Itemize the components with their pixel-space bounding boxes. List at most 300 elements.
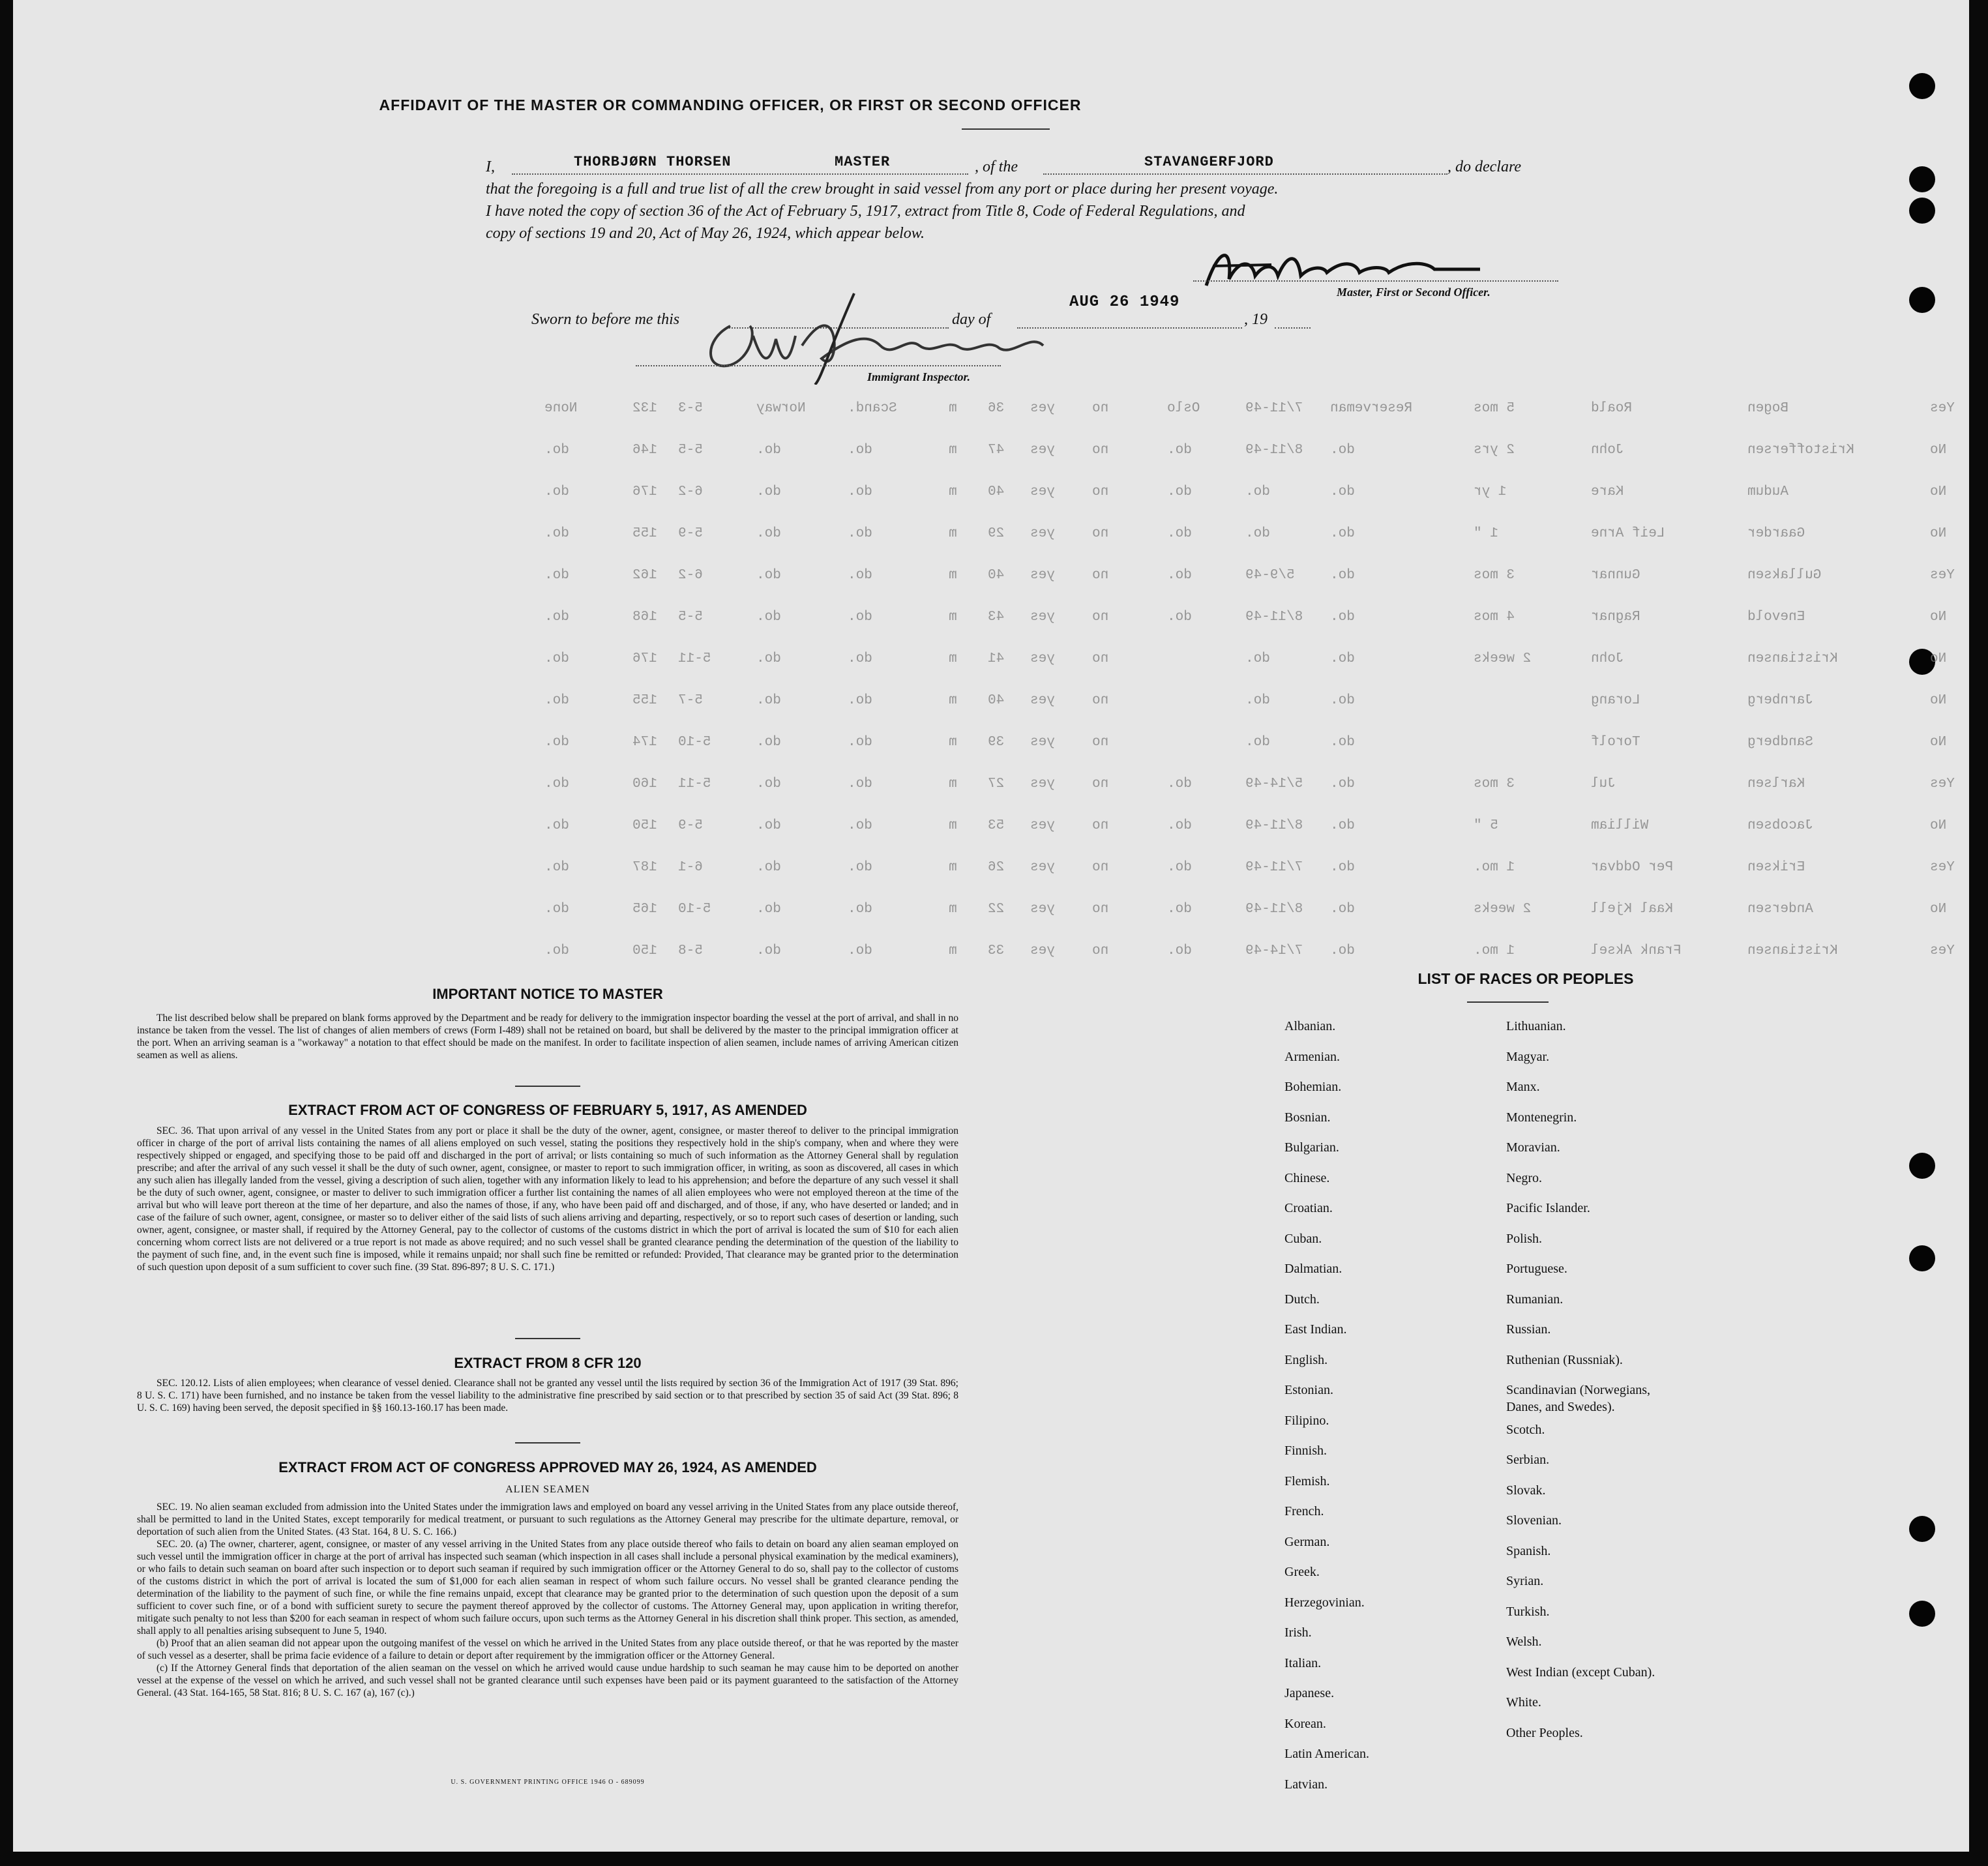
bleed-through-cell: do. <box>1245 651 1270 666</box>
bleed-through-cell: do. <box>1330 943 1355 958</box>
race-item: Scotch. <box>1506 1422 1545 1437</box>
bleed-through-cell: No <box>1930 902 1947 917</box>
bleed-through-cell: do. <box>1330 693 1355 708</box>
bleed-through-cell: do. <box>544 568 569 583</box>
bleed-through-row <box>443 860 1955 880</box>
race-item: Korean. <box>1284 1716 1326 1731</box>
race-item: Flemish. <box>1284 1474 1330 1488</box>
bleed-through-cell: m <box>949 568 957 583</box>
bleed-through-cell: 41 <box>988 651 1005 666</box>
sec-20a: SEC. 20. (a) The owner, charterer, agent, consignee, or master of any vessel arriving in the United States from any place outside thereof who fails to detain on board any alien seaman employed on such vessel until the immigration officer in charge at the port of arrival has inspected such seaman (which inspection in all cases shall include a personal physical examination by the medical examiners), or who fails to detain such seaman on board after such inspection or to deport such seaman if required by such immigration officer or the Attorney General to do so, shall pay to the collector of customs of the customs district in which the port of arrival is located the sum of $1,000 for each alien seaman in respect of whom such failure occurs. No vessel shall be granted clearance pending the determination of the liability to the payment of such fine, or while the fine remains unpaid, except that clearance may be granted prior to the determination of such question upon the deposit of a sum sufficient to cover such fine, or of a bond with sufficient surety to secure the payment thereof approved by the collector of customs. The Attorney General may, upon application in writing therefor, mitigate such penalty to not less than $200 for each seaman in respect of whom such failure occurs, upon such terms as the Attorney General in his discretion shall think proper. This section, as amended, shall apply to all penalties arising subsequent to June 5, 1940. <box>137 1539 958 1636</box>
affidavit-title: AFFIDAVIT OF THE MASTER OR COMMANDING OFFICER, OR FIRST OR SECOND OFFICER <box>379 96 1082 113</box>
bleed-through-cell: 176 <box>632 484 657 499</box>
bleed-through-cell: No <box>1930 693 1947 708</box>
bleed-through-cell: John <box>1591 443 1624 458</box>
vessel-name: STAVANGERFJORD <box>1144 154 1274 170</box>
bleed-through-cell: 43 <box>988 610 1005 625</box>
bleed-through-cell: Enevold <box>1747 610 1805 625</box>
extract-1924-sections <box>137 1501 958 1699</box>
extract-cfr-body: SEC. 120.12. Lists of alien employees; when clearance of vessel denied. Clearance shall not be granted any vessel until the lists required by section 36 of the Immigration Act of 1917 (39 Stat. 896; 8 U. S. C. 171) have been furnished, and no instance be taken from the vessel liability to the administrative fine prescribed by said section or to that prescribed by section 35 of said Act (39 Stat. 896; 8 U. S. C. 169) having been served, the deposit specified in §§ 160.13-160.17 has been made. <box>137 1378 958 1414</box>
bleed-through-cell: Audum <box>1747 484 1789 499</box>
bleed-through-cell: 40 <box>988 484 1005 499</box>
bleed-through-row <box>443 735 1947 754</box>
bleed-through-cell: 5-10 <box>678 735 711 750</box>
bleed-through-cell: 3 mos <box>1474 568 1515 583</box>
bleed-through-cell: 26 <box>988 860 1005 875</box>
bleed-through-cell: do. <box>756 735 781 750</box>
bleed-through-cell: do. <box>848 777 872 792</box>
bleed-through-cell: yes <box>1030 526 1055 541</box>
bleed-through-cell: 2 weeks <box>1474 651 1532 666</box>
notice-title: IMPORTANT NOTICE TO MASTER <box>432 986 663 1002</box>
race-item: Estonian. <box>1284 1383 1333 1397</box>
bleed-through-cell: 3 mos <box>1474 777 1515 792</box>
bleed-through-cell: 165 <box>632 902 657 917</box>
race-item: Filipino. <box>1284 1413 1329 1428</box>
bleed-through-cell: m <box>949 526 957 541</box>
divider <box>515 1086 580 1087</box>
vessel-underline <box>1043 173 1447 175</box>
affidavit-line-3: I have noted the copy of section 36 of the Act of February 5, 1917, extract from Title 8, Code of Federal Regulations, and <box>486 203 1245 220</box>
sec-19: SEC. 19. No alien seaman excluded from admission into the United States under the immigration laws and employed on board any vessel arriving in the United States from any place outside thereof, shall be permitted to land in the United States, except temporarily for medical treatment, or pursuant to such regulations as the Attorney General may prescribe for the ultimate departure, removal, or deportation of such alien from the United States. (43 Stat. 164, 8 U. S. C. 166.) <box>137 1502 958 1537</box>
bleed-through-cell: Ragnar <box>1591 610 1640 625</box>
bleed-through-cell: no <box>1092 651 1109 666</box>
bleed-through-cell: 40 <box>988 568 1005 583</box>
bleed-through-cell: do. <box>1167 943 1192 958</box>
do-declare-label: , do declare <box>1447 158 1522 175</box>
bleed-through-cell: 40 <box>988 693 1005 708</box>
race-item: Dutch. <box>1284 1292 1320 1307</box>
bleed-through-cell: do. <box>544 777 569 792</box>
bleed-through-cell: do. <box>544 693 569 708</box>
bleed-through-cell: yes <box>1030 943 1055 958</box>
bleed-through-cell: Jacobsen <box>1747 818 1813 833</box>
bleed-through-cell: do. <box>544 735 569 750</box>
race-item: Polish. <box>1506 1231 1543 1246</box>
bleed-through-cell: do. <box>848 902 872 917</box>
bleed-through-cell: do. <box>848 860 872 875</box>
bleed-through-cell: do. <box>544 651 569 666</box>
bleed-through-cell: 174 <box>632 735 657 750</box>
bleed-through-cell: Jarnberg <box>1747 693 1813 708</box>
bleed-through-cell: 162 <box>632 568 657 583</box>
race-item: Welsh. <box>1506 1635 1542 1649</box>
bleed-through-cell: m <box>949 693 957 708</box>
race-item: Pacific Islander. <box>1506 1201 1590 1215</box>
bleed-through-cell: m <box>949 902 957 917</box>
date-stamp: AUG 26 1949 <box>1069 293 1180 311</box>
race-item: German. <box>1284 1534 1330 1549</box>
bleed-through-cell: 5-5 <box>678 443 703 458</box>
document-page <box>13 0 1969 1852</box>
bleed-through-cell: no <box>1092 777 1109 792</box>
notice-body: The list described below shall be prepared on blank forms approved by the Department and be ready for delivery to the immigration inspector boarding the vessel at the port of arrival, and shall in no instance be taken from the vessel. The list of changes of alien members of crews (Form I-489) shall not be retained on board, but shall be delivered by the master to the principal immigration officer at the port. When an arriving seaman is a "workaway" a notation to that effect should be made on the manifest. In order to facilitate inspection of alien seamen, include names of arriving American citizen seamen as well as aliens. <box>137 1013 958 1061</box>
bleed-through-cell: do. <box>1245 526 1270 541</box>
race-item: Lithuanian. <box>1506 1019 1566 1033</box>
races-title: LIST OF RACES OR PEOPLES <box>1417 970 1634 987</box>
bleed-through-row <box>443 902 1947 921</box>
bleed-through-cell: do. <box>848 693 872 708</box>
of-the-label: , of the <box>975 158 1018 175</box>
bleed-through-cell: do. <box>1167 818 1192 833</box>
bleed-through-cell: do. <box>544 943 569 958</box>
bleed-through-cell: no <box>1092 568 1109 583</box>
bleed-through-cell: no <box>1092 610 1109 625</box>
bleed-through-cell: John <box>1591 651 1624 666</box>
bleed-through-cell: 8/11-49 <box>1245 443 1303 458</box>
bleed-through-cell: do. <box>1167 902 1192 917</box>
bleed-through-cell: Yes <box>1930 568 1955 583</box>
race-item: Serbian. <box>1506 1453 1550 1467</box>
divider <box>515 1338 580 1339</box>
bleed-through-cell: Kristoffersen <box>1747 443 1854 458</box>
bleed-through-row <box>443 443 1947 462</box>
bleed-through-cell: Norway <box>756 401 806 416</box>
race-item: Latvian. <box>1284 1777 1328 1792</box>
bleed-through-cell: Kare <box>1591 484 1624 499</box>
bleed-through-cell: do. <box>1330 777 1355 792</box>
bleed-through-cell: do. <box>756 484 781 499</box>
bleed-through-cell: Gunnar <box>1591 568 1640 583</box>
binder-hole <box>1909 1601 1935 1627</box>
extract-1917-title: EXTRACT FROM ACT OF CONGRESS OF FEBRUARY 5, 1917, AS AMENDED <box>288 1102 807 1118</box>
bleed-through-cell: do. <box>756 651 781 666</box>
bleed-through-cell: m <box>949 610 957 625</box>
bleed-through-cell: do. <box>1330 902 1355 917</box>
day-of-label: day of <box>952 311 991 328</box>
bleed-through-cell: 7/11-49 <box>1245 860 1303 875</box>
binder-hole <box>1909 1245 1935 1271</box>
bleed-through-cell: yes <box>1030 443 1055 458</box>
bleed-through-cell: Lorang <box>1591 693 1640 708</box>
bleed-through-cell: m <box>949 943 957 958</box>
bleed-through-cell: None <box>544 401 578 416</box>
bleed-through-cell: No <box>1930 610 1947 625</box>
race-item: Magyar. <box>1506 1049 1550 1064</box>
bleed-through-cell: 5-11 <box>678 651 711 666</box>
bleed-through-cell: 155 <box>632 526 657 541</box>
bleed-through-cell: 6-1 <box>678 860 703 875</box>
master-name: THORBJØRN THORSEN <box>574 154 732 170</box>
binder-hole <box>1909 73 1935 99</box>
bleed-through-cell: do. <box>1245 693 1270 708</box>
bleed-through-cell: 5/14-49 <box>1245 777 1303 792</box>
bleed-through-cell: do. <box>756 526 781 541</box>
bleed-through-cell: do. <box>848 651 872 666</box>
bleed-through-cell: 132 <box>632 401 657 416</box>
bleed-through-cell: do. <box>544 818 569 833</box>
extract-1924-title: EXTRACT FROM ACT OF CONGRESS APPROVED MAY 26, 1924, AS AMENDED <box>278 1459 817 1475</box>
race-item: Bulgarian. <box>1284 1140 1339 1155</box>
bleed-through-cell: m <box>949 401 957 416</box>
bleed-through-cell: do. <box>848 610 872 625</box>
bleed-through-cell: 22 <box>988 902 1005 917</box>
bleed-through-cell: do. <box>848 568 872 583</box>
bleed-through-cell: Per Oddvar <box>1591 860 1674 875</box>
bleed-through-cell: do. <box>544 902 569 917</box>
bleed-through-row <box>443 526 1947 546</box>
bleed-through-cell: 5-7 <box>678 693 703 708</box>
bleed-through-cell: yes <box>1030 568 1055 583</box>
bleed-through-cell: do. <box>756 943 781 958</box>
race-item: Rumanian. <box>1506 1292 1564 1307</box>
bleed-through-cell: Yes <box>1930 860 1955 875</box>
bleed-through-cell: do. <box>1330 651 1355 666</box>
year-underline <box>1275 327 1311 329</box>
bleed-through-cell: yes <box>1030 735 1055 750</box>
bleed-through-cell: do. <box>1330 818 1355 833</box>
bleed-through-cell: 5-9 <box>678 818 703 833</box>
bleed-through-cell: 5-11 <box>678 777 711 792</box>
bleed-through-cell: m <box>949 484 957 499</box>
bleed-through-cell: do. <box>1330 860 1355 875</box>
bleed-through-cell: 160 <box>632 777 657 792</box>
bleed-through-cell: Scand. <box>848 401 897 416</box>
bleed-through-cell: yes <box>1030 902 1055 917</box>
bleed-through-cell: 5-8 <box>678 943 703 958</box>
bleed-through-cell: no <box>1092 443 1109 458</box>
bleed-through-row <box>443 610 1947 629</box>
race-item: Armenian. <box>1284 1049 1340 1064</box>
binder-hole <box>1909 1153 1935 1179</box>
bleed-through-cell: 155 <box>632 693 657 708</box>
bleed-through-cell: 27 <box>988 777 1005 792</box>
bleed-through-cell: 1 " <box>1474 526 1498 541</box>
bleed-through-row <box>443 401 1955 421</box>
bleed-through-cell: 5-10 <box>678 902 711 917</box>
bleed-through-cell: Kristiansen <box>1747 651 1838 666</box>
bleed-through-cell: do. <box>1167 568 1192 583</box>
bleed-through-cell: Leif Arne <box>1591 526 1665 541</box>
race-item: Scandinavian (Norwegians, <box>1506 1383 1651 1397</box>
bleed-through-cell: do. <box>1330 735 1355 750</box>
bleed-through-cell: 39 <box>988 735 1005 750</box>
bleed-through-row <box>443 568 1955 587</box>
bleed-through-cell: do. <box>756 818 781 833</box>
bleed-through-row <box>443 651 1947 671</box>
bleed-through-cell: Kristiansen <box>1747 943 1838 958</box>
extract-cfr-title: EXTRACT FROM 8 CFR 120 <box>454 1355 642 1371</box>
bleed-through-cell: no <box>1092 526 1109 541</box>
bleed-through-cell: Yes <box>1930 943 1955 958</box>
bleed-through-cell: do. <box>848 735 872 750</box>
bleed-through-cell: m <box>949 735 957 750</box>
race-item: Turkish. <box>1506 1604 1550 1619</box>
bleed-through-cell: 5/9-49 <box>1245 568 1295 583</box>
bleed-through-cell: do. <box>756 568 781 583</box>
bleed-through-cell: 33 <box>988 943 1005 958</box>
bleed-through-cell: No <box>1930 735 1947 750</box>
bleed-through-cell: m <box>949 651 957 666</box>
bleed-through-cell: 2 weeks <box>1474 902 1532 917</box>
race-item: Greek. <box>1284 1565 1320 1579</box>
bleed-through-row <box>443 943 1955 963</box>
printer-footer: U. S. GOVERNMENT PRINTING OFFICE 1946 O - 689099 <box>451 1779 645 1786</box>
race-item: French. <box>1284 1504 1324 1518</box>
race-item: Japanese. <box>1284 1686 1335 1700</box>
bleed-through-cell: 8/11-49 <box>1245 818 1303 833</box>
bleed-through-row <box>443 693 1947 713</box>
race-item: English. <box>1284 1352 1328 1367</box>
bleed-through-cell: no <box>1092 693 1109 708</box>
bleed-through-cell: yes <box>1030 818 1055 833</box>
race-item: Negro. <box>1506 1170 1542 1185</box>
bleed-through-cell: yes <box>1030 610 1055 625</box>
bleed-through-cell: no <box>1092 943 1109 958</box>
bleed-through-cell: do. <box>1330 484 1355 499</box>
bleed-through-cell: no <box>1092 484 1109 499</box>
race-item: Spanish. <box>1506 1543 1551 1558</box>
extract-1917-body: SEC. 36. That upon arrival of any vessel in the United States from any port or place it shall be the duty of the owner, agent, consignee, or master thereof to deliver to the principal immigration officer in charge of the port of arrival lists containing the names of all aliens employed on such vessel, stating the positions they respectively hold in the ship's company, when and where they were respectively shipped or engaged, and specifying those to be paid off and discharged in the port of arrival; or lists containing so much of such information as the Attorney General shall by regulation prescribe; and after the arrival of any such vessel it shall be the duty of such owner, agent, consignee, or master to report to such immigration officer, in writing, as soon as discovered, all cases in which any such alien has illegally landed from the vessel, giving a description of such alien, together with any information likely to lead to his apprehension; and before the departure of any such vessel it shall be the duty of such owner, agent, consignee, or master to deliver to such immigration officer a further list containing the names of all alien employees who were not employed thereon at the time of the arrival but who will leave port thereon at the time of her departure, and also the names of those, if any, who have been paid off and discharged, and of those, if any, who have deserted or landed; and in case of the failure of such owner, agent, consignee, or master so to deliver either of the said lists of such aliens arriving and departing, respectively, or so to report such cases of desertion or landing, such owner, agent, consignee, or master shall, if required by the Attorney General, pay to the collector of customs of the customs district in which the port of arrival is located the sum of $10 for each alien concerning whom correct lists are not delivered or a true report is not made as above required; and no such vessel shall be granted clearance pending the determination of the question of the liability to the payment of such fine, and, in the event such fine is imposed, while it remains unpaid; nor shall such fine be remitted or refunded: Provided, That clearance may be granted prior to the determination of such question upon deposit of a sum sufficient to cover such fine. (39 Stat. 896-897; 8 U. S. C. 171.) <box>137 1125 958 1273</box>
bleed-through-cell: m <box>949 777 957 792</box>
bleed-through-cell: Bogen <box>1747 401 1789 416</box>
bleed-through-cell: 176 <box>632 651 657 666</box>
bleed-through-cell: 53 <box>988 818 1005 833</box>
bleed-through-cell: William <box>1591 818 1649 833</box>
divider <box>962 128 1050 130</box>
bleed-through-cell: do. <box>848 818 872 833</box>
race-item: Finnish. <box>1284 1444 1328 1458</box>
race-item: Manx. <box>1506 1080 1540 1094</box>
bleed-through-cell: Gullaksen <box>1747 568 1822 583</box>
race-item: Bohemian. <box>1284 1080 1342 1094</box>
binder-hole <box>1909 166 1935 192</box>
bleed-through-cell: yes <box>1030 693 1055 708</box>
bleed-through-cell: yes <box>1030 777 1055 792</box>
bleed-through-cell: 150 <box>632 818 657 833</box>
sworn-label: Sworn to before me this <box>531 311 680 328</box>
bleed-through-cell: do. <box>1245 484 1270 499</box>
affidavit-i-label: I, <box>486 158 495 175</box>
sec-20c: (c) If the Attorney General finds that deportation of the alien seaman on the vessel on which he arrived would cause undue hardship to such seaman he may cause him to be deported on another vessel at the expense of the vessel on which he arrived, and such vessel shall not be granted clearance until such expenses have been paid or its payment guaranteed to the satisfaction of the Attorney General. (43 Stat. 164-165, 58 Stat. 816; 8 U. S. C. 167 (a), 167 (c).) <box>137 1663 958 1698</box>
divider <box>515 1442 580 1444</box>
race-item: Slovak. <box>1506 1483 1546 1498</box>
bleed-through-cell: Sandberg <box>1747 735 1813 750</box>
bleed-through-cell: do. <box>1330 443 1355 458</box>
binder-hole <box>1909 287 1935 313</box>
race-item: Dalmatian. <box>1284 1262 1343 1276</box>
bleed-through-cell: do. <box>1330 610 1355 625</box>
alien-seamen-subtitle: ALIEN SEAMEN <box>505 1484 590 1495</box>
bleed-through-cell: 150 <box>632 943 657 958</box>
bleed-through-cell: Eriksen <box>1747 860 1805 875</box>
race-item: East Indian. <box>1284 1322 1347 1337</box>
bleed-through-cell: Torolf <box>1591 735 1640 750</box>
race-item: West Indian (except Cuban). <box>1506 1665 1655 1680</box>
bleed-through-cell: Karlsen <box>1747 777 1805 792</box>
bleed-through-cell: m <box>949 443 957 458</box>
bleed-through-cell: no <box>1092 902 1109 917</box>
master-rank: MASTER <box>835 154 891 170</box>
bleed-through-cell: 29 <box>988 526 1005 541</box>
bleed-through-cell: 187 <box>632 860 657 875</box>
bleed-through-cell: yes <box>1030 401 1055 416</box>
bleed-through-cell: no <box>1092 735 1109 750</box>
bleed-through-cell: Frank Aksel <box>1591 943 1682 958</box>
bleed-through-cell: 168 <box>632 610 657 625</box>
race-item: Danes, and Swedes). <box>1506 1400 1615 1414</box>
bleed-through-cell: do. <box>544 443 569 458</box>
bleed-through-cell: do. <box>756 443 781 458</box>
bleed-through-cell: 4 mos <box>1474 610 1515 625</box>
bleed-through-cell: 5 " <box>1474 818 1498 833</box>
bleed-through-row <box>443 484 1947 504</box>
bleed-through-cell: no <box>1092 401 1109 416</box>
bleed-through-cell: Jul <box>1591 777 1616 792</box>
race-item: Ruthenian (Russniak). <box>1506 1352 1623 1367</box>
bleed-through-cell: yes <box>1030 484 1055 499</box>
race-item: Chinese. <box>1284 1170 1330 1185</box>
bleed-through-cell: No <box>1930 651 1947 666</box>
bleed-through-cell: Yes <box>1930 401 1955 416</box>
bleed-through-cell: do. <box>1330 526 1355 541</box>
bleed-through-cell: No <box>1930 484 1947 499</box>
bleed-through-cell: do. <box>544 526 569 541</box>
year-label: , 19 <box>1244 311 1268 328</box>
bleed-through-cell: 5 mos <box>1474 401 1515 416</box>
bleed-through-cell: do. <box>1245 735 1270 750</box>
bleed-through-cell: do. <box>756 860 781 875</box>
bleed-through-cell: 8/11-49 <box>1245 610 1303 625</box>
bleed-through-cell: no <box>1092 818 1109 833</box>
race-item: Cuban. <box>1284 1231 1322 1246</box>
bleed-through-cell: do. <box>1167 526 1192 541</box>
bleed-through-cell: do. <box>1167 610 1192 625</box>
affidavit-line-2: that the foregoing is a full and true list of all the crew brought in said vessel from any port or place during her present voyage. <box>486 181 1279 198</box>
bleed-through-cell: Yes <box>1930 777 1955 792</box>
bleed-through-cell: do. <box>1167 484 1192 499</box>
bleed-through-cell: do. <box>756 693 781 708</box>
race-item: Slovenian. <box>1506 1513 1562 1528</box>
bleed-through-cell: do. <box>544 610 569 625</box>
binder-hole <box>1909 198 1935 224</box>
race-item: Moravian. <box>1506 1140 1560 1155</box>
bleed-through-cell: Kaal Kjell <box>1591 902 1674 917</box>
bleed-through-cell: do. <box>756 610 781 625</box>
bleed-through-cell: 2 yrs <box>1474 443 1515 458</box>
bleed-through-cell: do. <box>756 902 781 917</box>
bleed-through-cell: 5-9 <box>678 526 703 541</box>
bleed-through-cell: yes <box>1030 651 1055 666</box>
bleed-through-cell: 1 yr <box>1474 484 1507 499</box>
bleed-through-cell: do. <box>1167 443 1192 458</box>
bleed-through-cell: do. <box>848 943 872 958</box>
bleed-through-row <box>443 818 1947 838</box>
signature-caption: Master, First or Second Officer. <box>1337 286 1491 299</box>
bleed-through-cell: do. <box>544 484 569 499</box>
bleed-through-cell: yes <box>1030 860 1055 875</box>
bleed-through-cell: Roald <box>1591 401 1633 416</box>
race-item: Syrian. <box>1506 1574 1544 1588</box>
bleed-through-cell: 8/11-49 <box>1245 902 1303 917</box>
race-item: Italian. <box>1284 1655 1322 1670</box>
race-item: Irish. <box>1284 1625 1312 1640</box>
bleed-through-cell: do. <box>544 860 569 875</box>
bleed-through-cell: 7/14-49 <box>1245 943 1303 958</box>
bleed-through-cell: Oslo <box>1167 401 1200 416</box>
race-item: Bosnian. <box>1284 1110 1331 1125</box>
race-item: Herzegovinian. <box>1284 1595 1365 1610</box>
bleed-through-cell: No <box>1930 526 1947 541</box>
bleed-through-cell: Gaarder <box>1747 526 1805 541</box>
race-item: Albanian. <box>1284 1019 1336 1033</box>
binder-hole <box>1909 1516 1935 1542</box>
bleed-through-cell: Andersen <box>1747 902 1813 917</box>
bleed-through-cell: 6-2 <box>678 568 703 583</box>
bleed-through-cell: do. <box>756 777 781 792</box>
bleed-through-cell: no <box>1092 860 1109 875</box>
race-item: Portuguese. <box>1506 1262 1567 1276</box>
